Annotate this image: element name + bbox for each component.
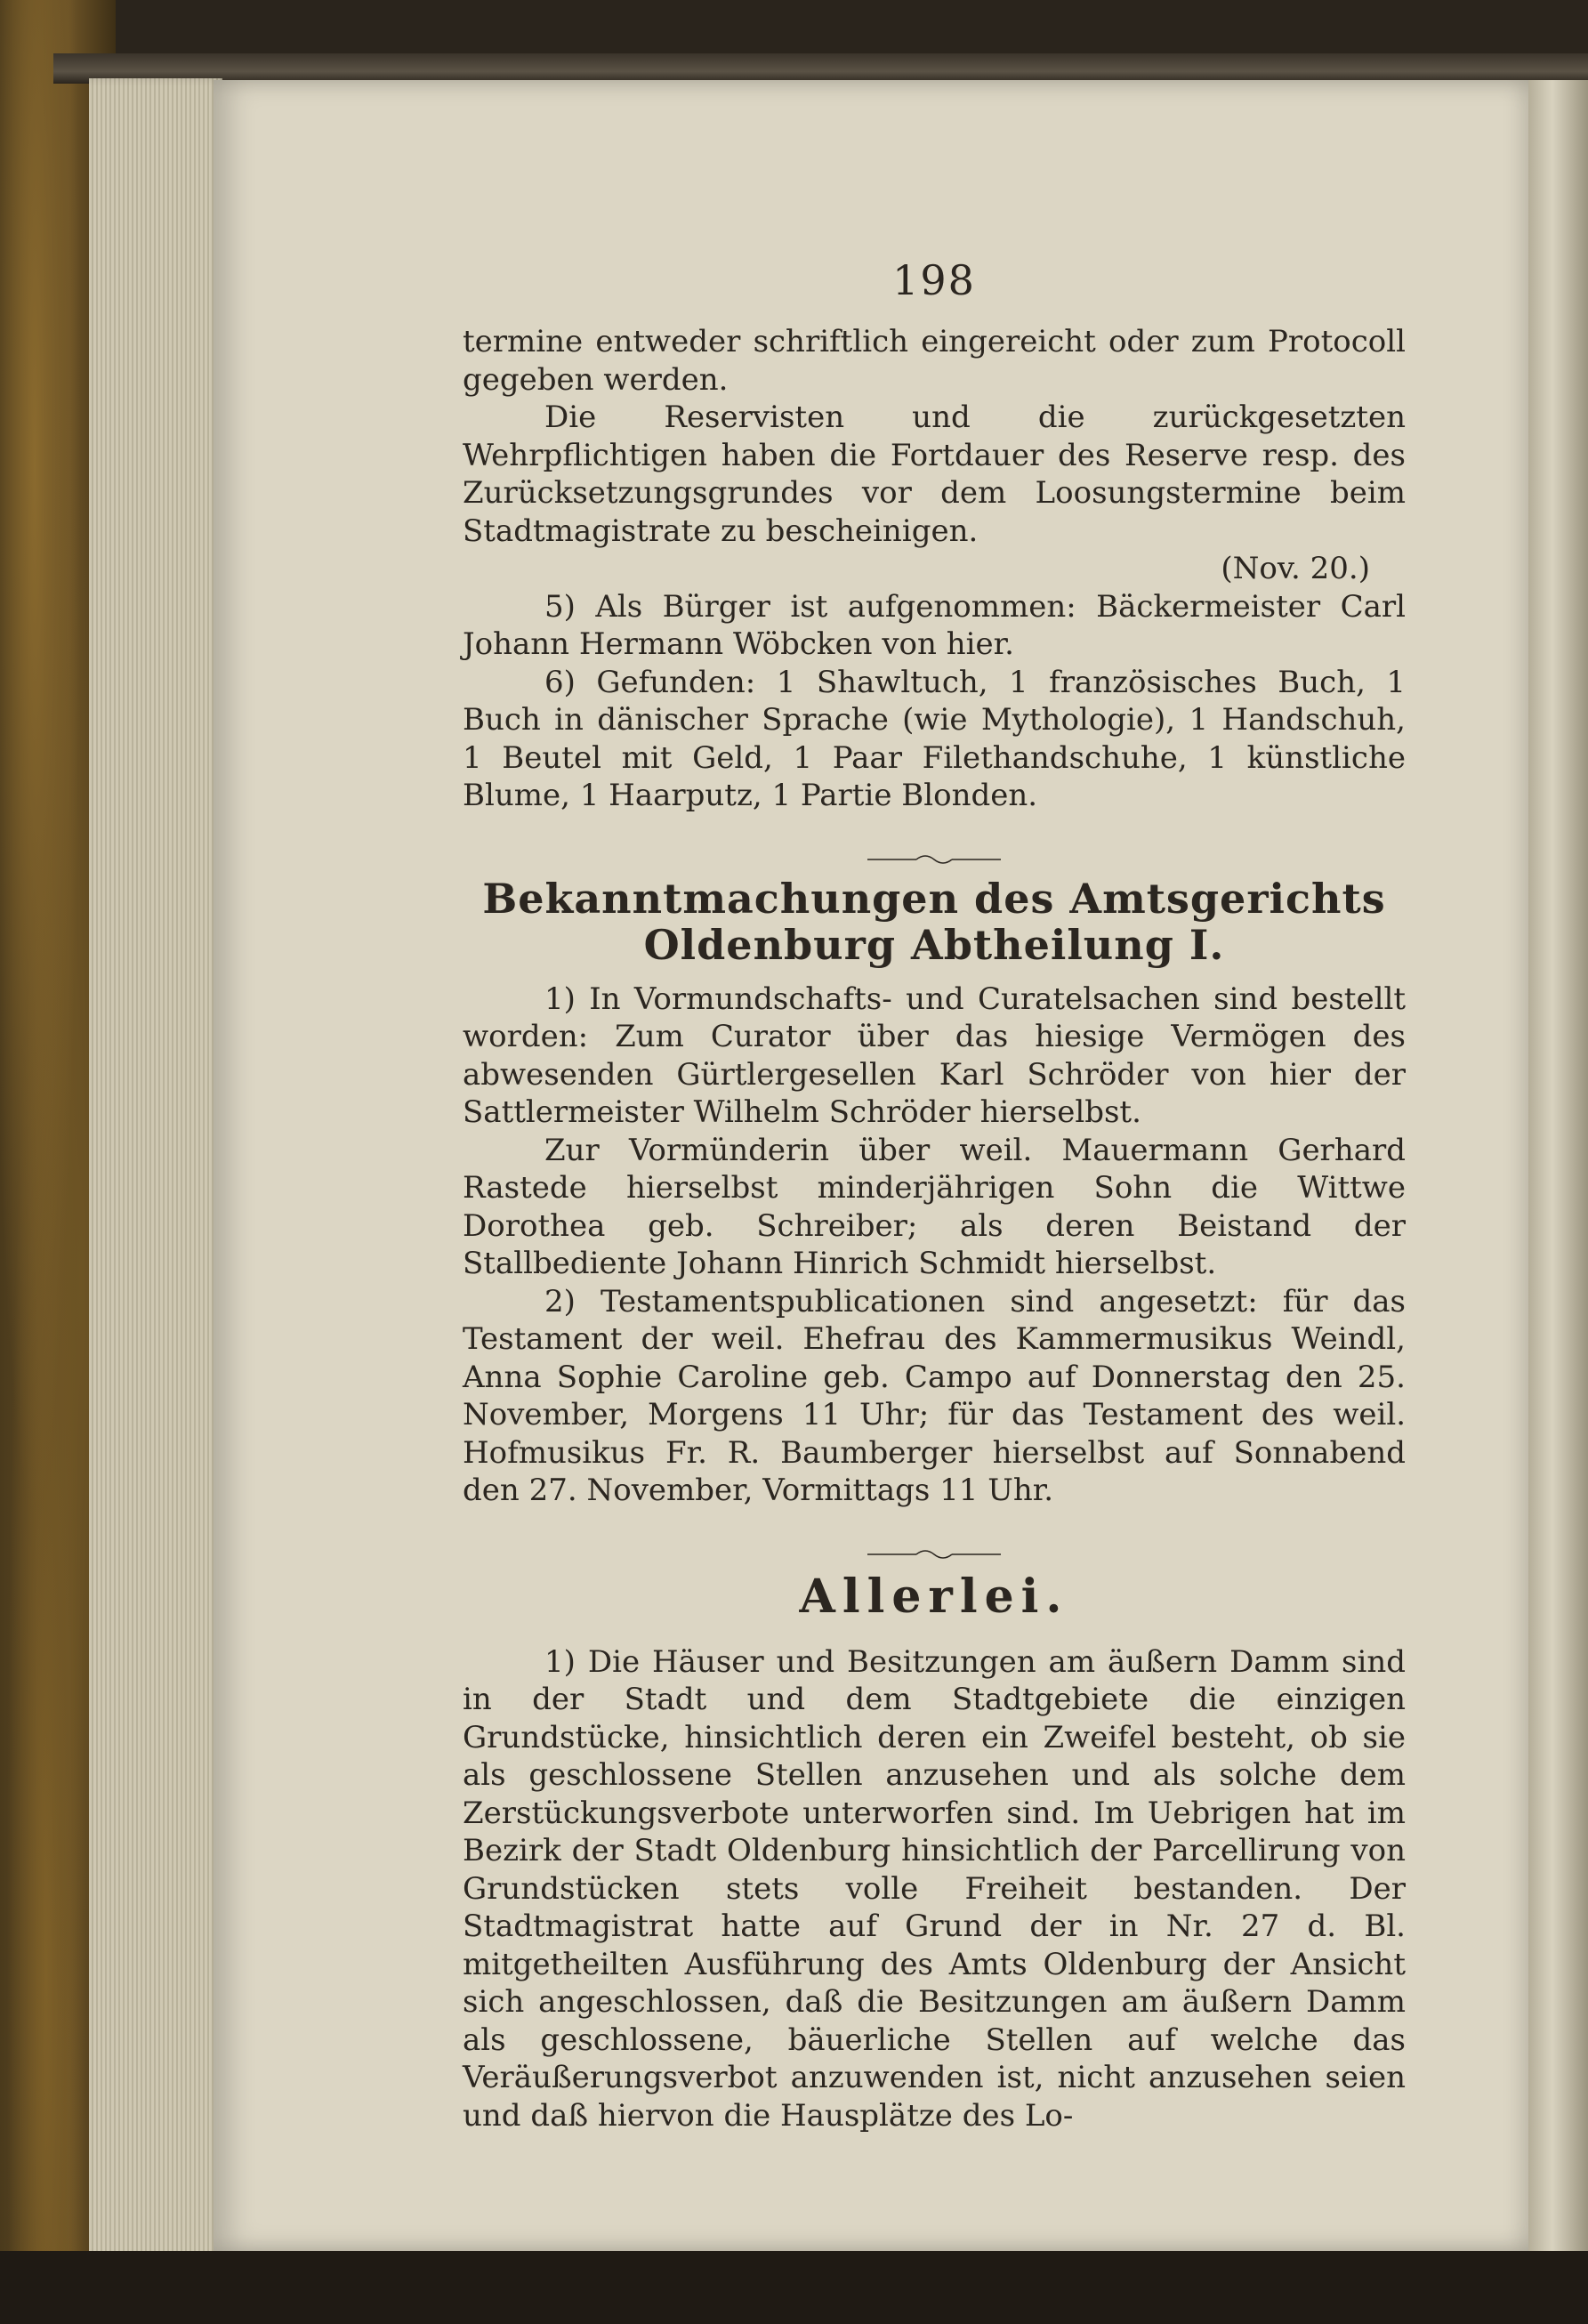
- book-bottom-edge: [0, 2251, 1588, 2324]
- ornament-divider-icon: [867, 852, 1001, 867]
- book-top-edge: [53, 53, 1588, 84]
- paragraph-reservists: Die Reservisten und die zurückgesetzten Wehrpflichtigen haben die Fortdauer des Reserve resp. des Zurücksetzungsgrundes vor dem Loosungstermine beim Stadtmagistrate zu bescheinigen.: [463, 399, 1406, 549]
- paragraph-guardian-woman: Zur Vormünderin über weil. Mauermann Gerhard Rastede hierselbst minderjährigen Sohn die Wittwe Dorothea geb. Schreiber; als deren Beistand der Stallbediente Johann Hinrich Schmidt hierselbst.: [463, 1132, 1406, 1281]
- paragraph-continuation: termine entweder schriftlich eingereicht oder zum Protocoll gegeben werden.: [463, 324, 1406, 398]
- paragraph-citizen: 5) Als Bürger ist aufgenommen: Bäckermeister Carl Johann Hermann Wöbcken von hier.: [463, 588, 1406, 662]
- paragraph-found-items: 6) Gefunden: 1 Shawltuch, 1 französisches Buch, 1 Buch in dänischer Sprache (wie Mythologie), 1 Handschuh, 1 Beutel mit Geld, 1 Paar Filethandschuhe, 1 künstliche Blume, 1 Haarputz, 1 Partie Blonden.: [463, 664, 1406, 813]
- ornament-divider: [463, 1533, 1406, 1551]
- date-note: (Nov. 20.): [1221, 551, 1370, 586]
- page-edges: [89, 78, 222, 2258]
- ornament-divider-icon: [867, 1547, 1001, 1561]
- page-number: 198: [892, 256, 976, 304]
- paragraph-houses: 1) Die Häuser und Besitzungen am äußern Damm sind in der Stadt und dem Stadtgebiete die einzigen Grundstücke, hinsichtlich deren ein Zweifel besteht, ob sie als geschlossene Stellen anzusehen und als solche dem Zerstückungsverbote unterworfen sind. Im Uebrigen hat im Bezirk der Stadt Oldenburg hinsichtlich der Parcellirung von Grundstücken stets volle Freiheit bestanden. Der Stadtmagistrat hatte auf Grund der in Nr. 27 d. Bl. mitgetheilten Ausführung des Amts Oldenburg der Ansicht sich angeschlossen, daß die Besitzungen am äußern Damm als geschlossene, bäuerliche Stellen auf welche das Veräußerungsverbot anzuwenden ist, nicht anzusehen seien und daß hiervon die Hausplätze des Lo-: [463, 1643, 1406, 2134]
- facing-page-edge: [1528, 80, 1588, 2251]
- ornament-divider: [463, 838, 1406, 856]
- page-text: [463, 254, 1406, 2134]
- paragraph-guardianship: 1) In Vormundschafts- und Curatelsachen sind bestellt worden: Zum Curator über das hiesige Vermögen des abwesenden Gürtlergesellen Karl Schröder von hier der Sattlermeister Wilhelm Schröder hierselbst.: [463, 980, 1406, 1130]
- section-title-amtsgericht: Bekanntmachungen des Amtsgerichts Oldenburg Abtheilung I.: [482, 874, 1386, 969]
- paragraph-testaments: 2) Testamentspublicationen sind angesetzt: für das Testament der weil. Ehefrau des Kammermusikus Weindl, Anna Sophie Caroline geb. Campo auf Donnerstag den 25. November, Morgens 11 Uhr; für das Testament des weil. Hofmusikus Fr. R. Baumberger hierselbst auf Sonnabend den 27. November, Vormittags 11 Uhr.: [463, 1283, 1406, 1508]
- section-title-allerlei: Allerlei.: [799, 1569, 1069, 1624]
